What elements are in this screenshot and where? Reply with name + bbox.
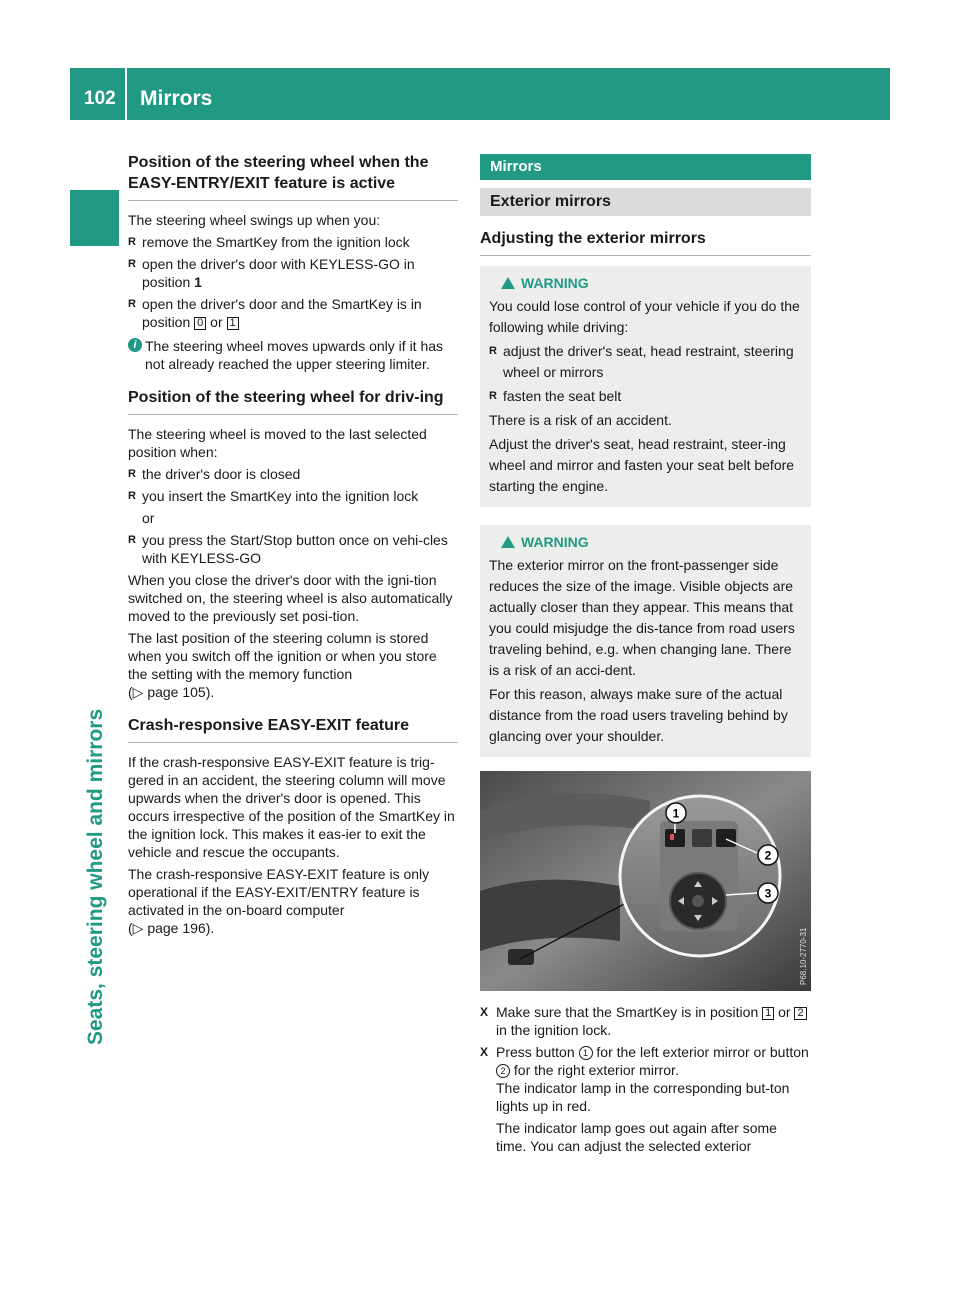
paragraph: The steering wheel swings up when you: — [128, 212, 381, 228]
left-column — [128, 152, 458, 937]
warning-box — [480, 525, 811, 757]
header-title: Mirrors — [140, 87, 213, 110]
paragraph: Adjust the driver's seat, head restraint, steer-ing wheel and mirror and fasten your seat belt before starting the engine. — [489, 436, 795, 494]
warning-icon — [501, 536, 515, 548]
mirror-controls-photo — [480, 771, 811, 991]
warning-box — [480, 266, 811, 507]
bullet-item: R you press the Start/Stop button once on vehi-cles with KEYLESS-GO — [128, 531, 458, 567]
paragraph: The steering wheel is moved to the last selected position when: — [128, 426, 427, 460]
subsection-banner-exterior-mirrors: Exterior mirrors — [480, 188, 811, 216]
callout-ref-1: 1 — [579, 1046, 593, 1060]
mirror-controls-illustration — [480, 771, 811, 991]
bullet-item: R remove the SmartKey from the ignition lock — [128, 233, 458, 251]
info-icon: i — [128, 338, 142, 352]
callout-2 — [758, 845, 778, 865]
callout-1 — [666, 803, 686, 823]
bullet-item: R adjust the driver's seat, head restraint, steering wheel or mirrors — [489, 341, 802, 383]
page-number: 102 — [84, 88, 116, 109]
page-reference[interactable]: (▷ page 196). — [128, 920, 215, 936]
action-step: X Press button 1 for the left exterior mirror or button 2 for the right exterior mirror. — [480, 1043, 811, 1079]
paragraph: For this reason, always make sure of the actual distance from the road users traveling behind by glancing over your shoulder. — [489, 686, 788, 744]
section-title-driving-position: Position of the steering wheel for driv-ing — [128, 389, 444, 406]
paragraph: When you close the driver's door with the igni-tion switched on, the steering wheel is also automatically moved to the previously set posi-tion. — [128, 572, 453, 624]
paragraph: If the crash-responsive EASY-EXIT feature is trig-gered in an accident, the steering column will move upwards when the driver's door is opened. This occurs irrespective of the position of the SmartKey in the ignition lock. This makes it eas-ier to exit the vehicle and rescue the occupants. — [128, 754, 455, 860]
bullet-item: R open the driver's door and the SmartKey is in position 0 or 1 — [128, 295, 458, 331]
warning-heading: WARNING — [521, 275, 589, 291]
bullet-item: R open the driver's door with KEYLESS-GO in position 1 — [128, 255, 458, 291]
photo-code: P68.10-2770-31 — [799, 927, 808, 985]
svg-text:2: 2 — [764, 848, 772, 863]
section-title-adjusting-mirrors: Adjusting the exterior mirrors — [480, 230, 706, 247]
section-title-easy-entry: Position of the steering wheel when the EASY-ENTRY/EXIT feature is active — [128, 154, 429, 192]
paragraph: The crash-responsive EASY-EXIT feature is only operational if the EASY-EXIT/ENTRY feature is activated in the on-board computer — [128, 866, 430, 918]
or-text: or — [142, 510, 155, 526]
warning-icon — [501, 277, 515, 289]
action-step: X Make sure that the SmartKey is in position 1 or 2 in the ignition lock. — [480, 1003, 811, 1039]
bullet-item: R you insert the SmartKey into the ignition lock — [128, 487, 458, 505]
warning-heading: WARNING — [521, 534, 589, 550]
page-reference[interactable]: (▷ page 105). — [128, 684, 215, 700]
key-position-1: 1 — [227, 317, 239, 330]
paragraph: You could lose control of your vehicle if you do the following while driving: — [489, 298, 800, 335]
svg-text:1: 1 — [672, 806, 680, 821]
callout-3 — [758, 883, 778, 903]
paragraph: There is a risk of an accident. — [489, 412, 672, 428]
paragraph: The indicator lamp in the corresponding but-ton lights up in red. — [496, 1080, 790, 1114]
bullet-item: R the driver's door is closed — [128, 465, 458, 483]
key-position-2: 2 — [794, 1007, 806, 1020]
position-number: 1 — [194, 274, 202, 290]
section-banner-mirrors: Mirrors — [480, 154, 811, 180]
bullet-item: R fasten the seat belt — [489, 386, 802, 407]
paragraph: The exterior mirror on the front-passenger side reduces the size of the image. Visible objects are actually closer than they appear. This means that you could misjudge the dis-tance from road users traveling behind, e.g. when changing lane. There is a risk of an acci-dent. — [489, 557, 795, 678]
side-tab-label: Seats, steering wheel and mirrors — [84, 708, 107, 1045]
section-title-crash-exit: Crash-responsive EASY-EXIT feature — [128, 717, 409, 734]
key-position-0: 0 — [194, 317, 206, 330]
header-divider — [125, 68, 127, 120]
paragraph: The indicator lamp goes out again after some time. You can adjust the selected exterior — [496, 1120, 777, 1154]
side-tab-block — [70, 190, 119, 246]
paragraph: The last position of the steering column is stored when you switch off the ignition or when you store the setting with the memory function — [128, 630, 437, 682]
svg-text:3: 3 — [764, 886, 772, 901]
info-note: i The steering wheel moves upwards only if it has not already reached the upper steering limiter. — [128, 337, 458, 373]
key-position-1: 1 — [762, 1007, 774, 1020]
callout-ref-2: 2 — [496, 1064, 510, 1078]
right-column — [480, 154, 811, 1155]
